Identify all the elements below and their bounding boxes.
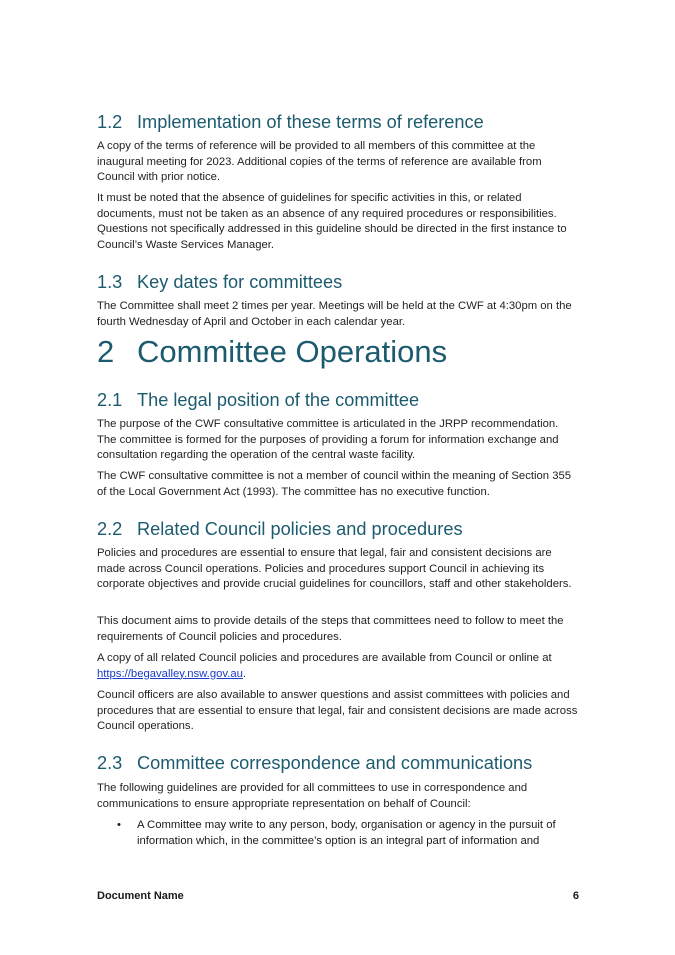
paragraph: The following guidelines are provided for all committees to use in correspondence and communications to ensure appropriate representation on behalf of Council:	[97, 782, 528, 810]
chapter-2	[97, 334, 579, 370]
paragraph: A copy of the terms of reference will be provided to all members of this committee at the inaugural meeting for 2023. Additional copies of the terms of reference are available from Council with prior notice.	[97, 140, 542, 184]
paragraph: It must be noted that the absence of guidelines for specific activities in this, or related documents, must not be taken as an absence of any required procedures or responsibilities. Questions not specifically addressed in this guideline should be directed in the first instance to Council’s Waste Services Manager.	[97, 192, 567, 251]
section-number: 2.1	[97, 390, 123, 410]
paragraph: Policies and procedures are essential to ensure that legal, fair and consistent decisions are made across Council operations. Policies and procedures support Council in achieving its corporate objectives and provide crucial guidelines for councillors, staff and other stakeholders.	[97, 547, 572, 591]
paragraph: The Committee shall meet 2 times per year. Meetings will be held at the CWF at 4:30pm on the fourth Wednesday of April and October in each calendar year.	[97, 300, 572, 328]
section-title: Related Council policies and procedures	[137, 519, 463, 539]
paragraph-with-link	[97, 651, 579, 682]
chapter-number: 2	[97, 334, 115, 369]
paragraph-text: A copy of all related Council policies and procedures are available from Council or online at	[97, 652, 552, 664]
section-2-3	[97, 753, 579, 774]
section-title: Committee correspondence and communications	[137, 753, 533, 773]
page-footer	[97, 890, 579, 902]
section-2-2	[97, 519, 579, 540]
chapter-heading	[97, 334, 579, 370]
paragraph: Council officers are also available to answer questions and assist committees with policies and procedures that are essential to ensure that legal, fair and consistent decisions are made across Council operations.	[97, 689, 578, 733]
document-name: Document Name	[97, 890, 184, 902]
page-number: 6	[572, 890, 579, 902]
list-item	[97, 818, 579, 849]
bullet-icon: •	[117, 819, 121, 831]
chapter-title: Committee Operations	[137, 334, 448, 369]
paragraph: The CWF consultative committee is not a member of council within the meaning of Section 355 of the Local Government Act (1993). The committee has no executive function.	[97, 470, 572, 498]
list-item-text: A Committee may write to any person, body, organisation or agency in the pursuit of information which, in the committee’s option is an integral part of information and	[137, 819, 556, 847]
paragraph: The purpose of the CWF consultative committee is articulated in the JRPP recommendation. The committee is formed for the purposes of providing a forum for information exchange and consultation regarding the operation of the central waste facility.	[97, 418, 559, 462]
section-1-2	[97, 112, 579, 133]
section-number: 2.2	[97, 519, 123, 539]
section-1-3	[97, 272, 579, 293]
section-number: 2.3	[97, 753, 123, 773]
heading-2-3	[97, 753, 579, 774]
heading-1-2	[97, 112, 579, 133]
period: .	[242, 667, 247, 680]
paragraph: This document aims to provide details of the steps that committees need to follow to meet the requirements of Council policies and procedures.	[97, 615, 564, 643]
heading-1-3	[97, 272, 579, 293]
section-title: Implementation of these terms of reference	[137, 112, 484, 132]
begavalley-link[interactable]: https://begavalley.nsw.gov.au	[97, 667, 243, 680]
section-2-1	[97, 390, 579, 411]
heading-2-1	[97, 390, 579, 411]
section-number: 1.3	[97, 272, 123, 292]
section-number: 1.2	[97, 112, 123, 132]
section-title: The legal position of the committee	[137, 390, 420, 410]
heading-2-2	[97, 519, 579, 540]
section-title: Key dates for committees	[137, 272, 343, 292]
